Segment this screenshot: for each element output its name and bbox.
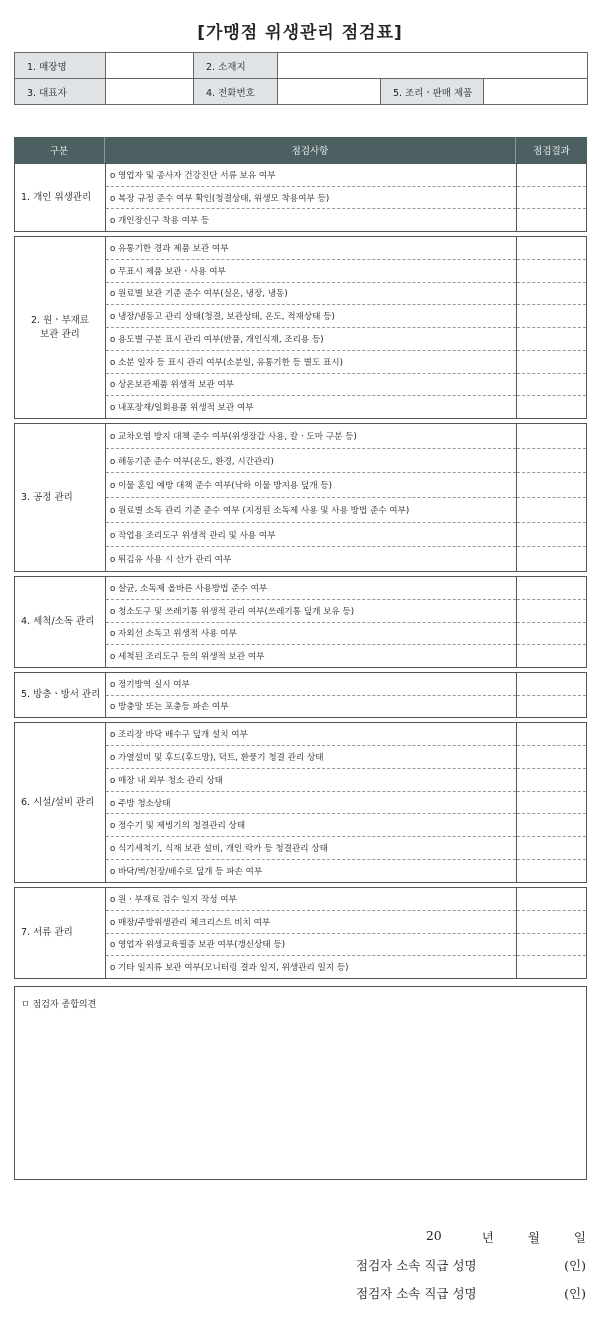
inspector-label: 점검자 소속 직급 성명 — [356, 1286, 477, 1301]
check-item: o 영업자 위생교육필증 보관 여부(갱신상태 등) — [106, 934, 516, 957]
result-cell[interactable] — [517, 260, 586, 283]
check-item: o 교차오염 방지 대책 준수 여부(위생장갑 사용, 칼ㆍ도마 구분 등) — [106, 424, 516, 449]
result-cell[interactable] — [517, 498, 586, 523]
result-cell[interactable] — [517, 934, 586, 957]
check-item: o 영업자 및 종사자 건강진단 서류 보유 여부 — [106, 164, 516, 187]
check-item: o 유통기한 경과 제품 보관 여부 — [106, 237, 516, 260]
check-item: o 냉장/냉동고 관리 상태(청결, 보관상태, 온도, 적재상태 등) — [106, 305, 516, 328]
check-item: o 가열설비 및 후드(후드망), 덕트, 환풍기 청결 관리 상태 — [106, 746, 516, 769]
section-cleaning-disinfection — [14, 576, 587, 668]
check-item: o 용도별 구분 표시 관리 여부(반품, 개인식재, 조리용 등) — [106, 328, 516, 351]
result-cell[interactable] — [517, 577, 586, 600]
check-item: o 원ㆍ부재료 검수 일지 작성 여부 — [106, 888, 516, 911]
result-cell[interactable] — [517, 351, 586, 374]
seal-mark: (인) — [564, 1286, 586, 1301]
result-cell[interactable] — [517, 673, 586, 696]
section-category: 1. 개인 위생관리 — [15, 164, 106, 231]
section-category — [15, 237, 106, 418]
result-cell[interactable] — [517, 473, 586, 498]
section-document-management — [14, 887, 587, 979]
representative-label: 3. 대표자 — [15, 79, 106, 105]
result-cell[interactable] — [517, 600, 586, 623]
check-item: o 원료별 소독 관리 기준 준수 여부 (지정된 소독제 사용 및 사용 방법 준수 여부) — [106, 498, 516, 523]
result-cell[interactable] — [517, 449, 586, 474]
inspector-signature-1 — [356, 1256, 586, 1274]
result-cell[interactable] — [517, 328, 586, 351]
check-item: o 무표시 제품 보관ㆍ사용 여부 — [106, 260, 516, 283]
result-cell[interactable] — [517, 769, 586, 792]
section-category: 4. 세척/소독 관리 — [15, 577, 106, 667]
check-item: o 바닥/벽/천장/배수로 덮개 등 파손 여부 — [110, 867, 263, 878]
day-label: 일 — [573, 1230, 586, 1245]
result-cell[interactable] — [517, 209, 586, 231]
check-item: o 식기세척기, 식재 보관 설비, 개인 락카 등 청결관리 상태 — [106, 837, 516, 860]
products-label: 5. 조리ㆍ판매 제품 — [381, 79, 484, 105]
inspector-signature-2 — [356, 1284, 586, 1302]
section-category: 7. 서류 관리 — [15, 888, 106, 978]
result-cell[interactable] — [517, 911, 586, 934]
section-category-line1: 2. 원ㆍ부재료 — [31, 314, 89, 326]
check-item: o 세척된 조리도구 등의 위생적 보관 여부 — [110, 652, 265, 663]
header-category: 구분 — [14, 137, 105, 163]
result-cell[interactable] — [517, 814, 586, 837]
opinion-label: ㅁ 점검자 종합의견 — [21, 1000, 97, 1010]
inspector-label: 점검자 소속 직급 성명 — [356, 1258, 477, 1273]
header-result: 점검결과 — [533, 146, 570, 157]
location-label: 2. 소재지 — [194, 53, 278, 79]
section-personal-hygiene — [14, 163, 587, 232]
result-cell[interactable] — [517, 746, 586, 769]
year-label: 년 — [481, 1230, 494, 1245]
store-name-field[interactable] — [106, 53, 194, 79]
result-cell[interactable] — [517, 396, 586, 418]
check-item: o 기타 일지류 보관 여부(모니터링 결과 일지, 위생관리 일지 등) — [110, 963, 349, 974]
result-cell[interactable] — [517, 645, 586, 667]
year-prefix: 20 — [425, 1228, 442, 1243]
check-item: o 원료별 보관 기준 준수 여부(실온, 냉장, 냉동) — [106, 283, 516, 306]
check-item: o 매장 내 외부 청소 관리 상태 — [106, 769, 516, 792]
result-cell[interactable] — [517, 837, 586, 860]
representative-field[interactable] — [106, 79, 194, 105]
phone-label: 4. 전화번호 — [194, 79, 278, 105]
check-item: o 자외선 소독고 위생적 사용 여부 — [106, 623, 516, 646]
check-item: o 살균, 소독제 올바른 사용방법 준수 여부 — [106, 577, 516, 600]
inspector-opinion-box[interactable] — [14, 986, 587, 1180]
result-cell[interactable] — [517, 956, 586, 978]
result-cell[interactable] — [517, 696, 586, 718]
phone-field[interactable] — [278, 79, 381, 105]
seal-mark: (인) — [564, 1258, 586, 1273]
check-item: o 청소도구 및 쓰레기통 위생적 관리 여부(쓰레기통 덮개 보유 등) — [106, 600, 516, 623]
products-field[interactable] — [484, 79, 588, 105]
section-process-control — [14, 423, 587, 572]
check-item: o 개인장신구 착용 여부 등 — [110, 216, 210, 227]
section-category: 5. 방충ㆍ방서 관리 — [15, 673, 106, 717]
month-label: 월 — [527, 1230, 540, 1245]
result-cell[interactable] — [517, 888, 586, 911]
result-cell[interactable] — [517, 237, 586, 260]
check-item: o 작업용 조리도구 위생적 관리 및 사용 여부 — [106, 523, 516, 548]
result-cell[interactable] — [517, 187, 586, 210]
location-field[interactable] — [278, 53, 588, 79]
result-cell[interactable] — [517, 723, 586, 746]
check-item: o 매장/주방위생관리 체크리스트 비치 여부 — [106, 911, 516, 934]
check-item: o 내포장재/일회용품 위생적 보관 여부 — [110, 403, 254, 414]
result-cell[interactable] — [517, 792, 586, 815]
result-cell[interactable] — [517, 547, 586, 571]
result-cell[interactable] — [517, 305, 586, 328]
check-item: o 해동기준 준수 여부(온도, 환경, 시간관리) — [106, 449, 516, 474]
result-cell[interactable] — [517, 164, 586, 187]
result-cell[interactable] — [517, 283, 586, 306]
section-pest-control — [14, 672, 587, 718]
check-item: o 주방 청소상태 — [106, 792, 516, 815]
result-cell[interactable] — [517, 623, 586, 646]
check-item: o 정기방역 실시 여부 — [106, 673, 516, 696]
check-item: o 정수기 및 제빙기의 청결관리 상태 — [106, 814, 516, 837]
check-item: o 이물 혼입 예방 대책 준수 여부(낙하 이물 방지용 덮개 등) — [106, 473, 516, 498]
store-info-table — [14, 52, 588, 105]
check-item: o 복장 규정 준수 여부 확인(청결상태, 위생모 착용여부 등) — [106, 187, 516, 210]
check-item: o 조리장 바닥 배수구 덮개 설치 여부 — [106, 723, 516, 746]
section-materials-storage — [14, 236, 587, 419]
check-item: o 방충망 또는 포충등 파손 여부 — [110, 702, 229, 713]
result-cell[interactable] — [517, 424, 586, 449]
store-name-label: 1. 매장명 — [15, 53, 106, 79]
result-cell[interactable] — [517, 860, 586, 882]
header-items: 점검사항 — [105, 137, 516, 163]
date-line — [426, 1228, 586, 1246]
section-facility-management — [14, 722, 587, 883]
check-table-header — [14, 137, 587, 163]
result-cell[interactable] — [517, 374, 586, 397]
section-category: 6. 시설/설비 관리 — [15, 723, 106, 882]
section-category: 3. 공정 관리 — [15, 424, 106, 571]
check-item: o 소분 일자 등 표시 관리 여부(소분일, 유통기한 등 별도 표시) — [106, 351, 516, 374]
result-cell[interactable] — [517, 523, 586, 548]
check-item: o 튀김유 사용 시 산가 관리 여부 — [110, 555, 232, 566]
page-title: [가맹점 위생관리 점검표] — [197, 23, 403, 43]
check-item: o 상온보관제품 위생적 보관 여부 — [106, 374, 516, 397]
section-category-line2: 보관 관리 — [40, 328, 80, 340]
